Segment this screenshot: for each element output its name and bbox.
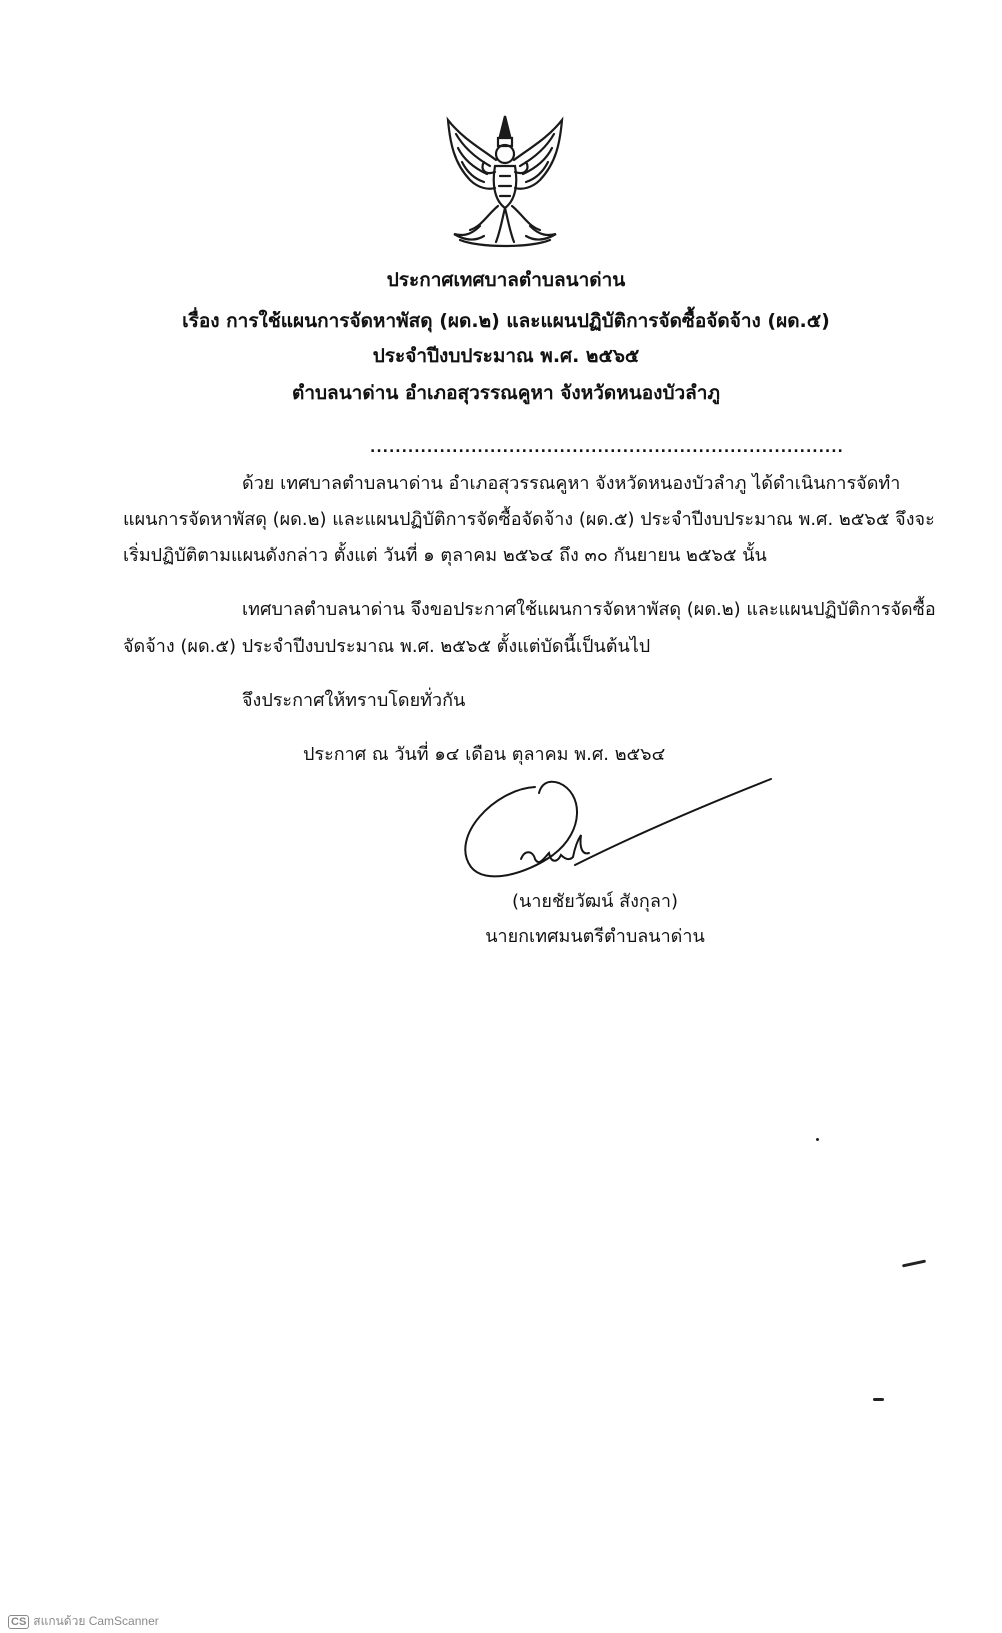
paragraph-1-line-3: เริ่มปฏิบัติตามแผนดังกล่าว ตั้งแต่ วันที่ ๑ ตุลาคม ๒๕๖๔ ถึง ๓๐ กันยายน ๒๕๖๕ นั้น	[123, 545, 767, 566]
scan-mark	[902, 1260, 926, 1268]
paragraph-1-line-1: ด้วย เทศบาลตำบลนาด่าน อำเภอสุวรรณคูหา จังหวัดหนองบัวลำภู ได้ดำเนินการจัดทำ	[242, 473, 901, 494]
paragraph-2-line-1: เทศบาลตำบลนาด่าน จึงขอประกาศใช้แผนการจัดหาพัสดุ (ผด.๒) และแผนปฏิบัติการจัดซื้อ	[242, 599, 936, 620]
separator-dots: ...........................................................................	[370, 440, 844, 456]
announcement-date: ประกาศ ณ วันที่ ๑๔ เดือน ตุลาคม พ.ศ. ๒๕๖๔	[303, 744, 666, 765]
camscanner-watermark	[8, 1612, 159, 1631]
closing-line: จึงประกาศให้ทราบโดยทั่วกัน	[242, 690, 466, 711]
signatory-title: นายกเทศมนตรีตำบลนาด่าน	[485, 926, 705, 947]
announcement-title: ประกาศเทศบาลตำบลนาด่าน	[386, 269, 626, 291]
scan-mark	[873, 1398, 884, 1401]
paragraph-1-line-2: แผนการจัดหาพัสดุ (ผด.๒) และแผนปฏิบัติการจัดซื้อจัดจ้าง (ผด.๕) ประจำปีงบประมาณ พ.ศ. ๒๕๖๕ จึงจะ	[123, 509, 935, 530]
scan-speck	[816, 1138, 819, 1141]
location-line: ตำบลนาด่าน อำเภอสุวรรณคูหา จังหวัดหนองบัวลำภู	[291, 382, 721, 404]
signatory-name: (นายชัยวัฒน์ สังกุลา)	[512, 891, 678, 912]
fiscal-year-line: ประจำปีงบประมาณ พ.ศ. ๒๕๖๕	[372, 345, 640, 367]
garuda-emblem-icon	[440, 108, 570, 258]
watermark-text: สแกนด้วย CamScanner	[33, 1614, 159, 1628]
paragraph-2-line-2: จัดจ้าง (ผด.๕) ประจำปีงบประมาณ พ.ศ. ๒๕๖๕ ตั้งแต่บัดนี้เป็นต้นไป	[123, 636, 651, 657]
camscanner-logo-icon: CS	[8, 1615, 29, 1629]
announcement-subject: เรื่อง การใช้แผนการจัดหาพัสดุ (ผด.๒) และแผนปฏิบัติการจัดซื้อจัดจ้าง (ผด.๕)	[182, 310, 830, 332]
